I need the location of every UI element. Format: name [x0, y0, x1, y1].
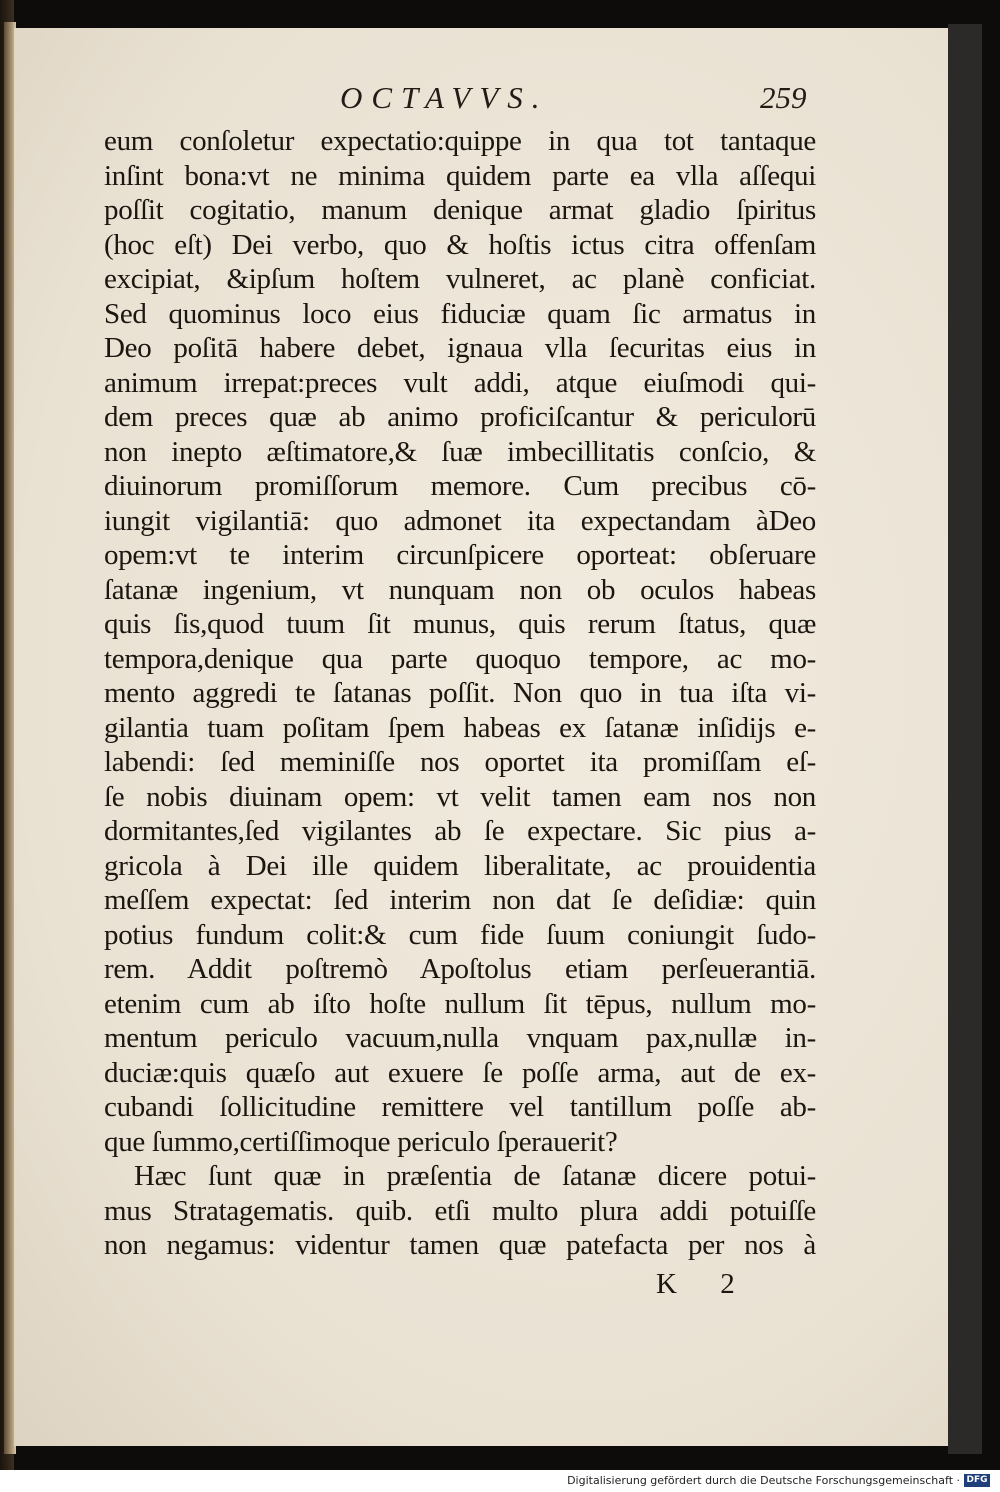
page-edge-right	[948, 24, 982, 1454]
text-line: opem:vt te interim circunſpicere oporteat: obſeruare	[104, 539, 816, 571]
text-line: iungit vigilantiā: quo admonet ita expectandam àDeo	[104, 504, 816, 537]
running-head-title: OCTAVVS.	[340, 80, 549, 115]
text-line: Deo poſitā habere debet, ignaua vlla ſecuritas eius in	[104, 332, 816, 364]
text-line: eum conſoletur expectatio:quippe in qua tot tantaque	[104, 125, 816, 157]
running-head	[0, 80, 948, 120]
signature-mark: K 2	[656, 1268, 753, 1300]
text-line: inſint bona:vt ne minima quidem parte ea vlla aſſequi	[104, 159, 816, 192]
text-line: ſatanæ ingenium, vt nunquam non ob oculos habeas	[104, 573, 816, 606]
funding-credit: Digitalisierung gefördert durch die Deutsche Forschungsgemeinschaft ·	[567, 1474, 960, 1487]
dfg-logo[interactable]: DFG	[964, 1474, 990, 1487]
text-line: meſſem expectat: ſed interim non dat ſe deſidiæ: quin	[104, 884, 816, 916]
text-line: dem preces quæ ab animo proficiſcantur & periculorū	[104, 401, 816, 433]
text-line: mentum periculo vacuum,nulla vnquam pax,nullæ in-	[104, 1022, 816, 1054]
text-line: (hoc eſt) Dei verbo, quo & hoſtis ictus citra offenſam	[104, 228, 816, 261]
text-line: que ſummo,certiſſimoque periculo ſperauerit?	[104, 1125, 618, 1158]
text-line: diuinorum promiſſorum memore. Cum precibus cō-	[104, 470, 816, 502]
text-line: mento aggredi te ſatanas poſſit. Non quo in tua iſta vi-	[104, 677, 816, 709]
paragraph-start-line: Hæc ſunt quæ in præſentia de ſatanæ dicere potui-	[134, 1160, 816, 1192]
text-line: dormitantes,ſed vigilantes ab ſe expectare. Sic pius a-	[104, 815, 816, 847]
text-line: mus Stratagematis. quib. etſi multo plura addi potuiſſe	[104, 1194, 816, 1227]
text-line: cubandi ſollicitudine remittere vel tantillum poſſe ab-	[104, 1091, 816, 1123]
text-line: gilantia tuam poſitam ſpem habeas ex ſatanæ inſidijs e-	[104, 711, 816, 744]
text-line: gricola à Dei ille quidem liberalitate, ac prouidentia	[104, 849, 816, 882]
text-line: labendi: ſed meminiſſe nos oportet ita promiſſam eſ-	[104, 746, 816, 778]
digitization-footer	[0, 1470, 1000, 1492]
text-line: excipiat, &ipſum hoſtem vulneret, ac planè conficiat.	[104, 263, 816, 295]
text-line: animum irrepat:preces vult addi, atque eiuſmodi qui-	[104, 366, 816, 399]
text-line: potius fundum colit:& cum fide ſuum coniungit ſudo-	[104, 918, 816, 951]
body-text	[104, 124, 816, 1263]
text-line: Sed quominus loco eius fiduciæ quam ſic armatus in	[104, 297, 816, 330]
text-line: poſſit cogitatio, manum denique armat gladio ſpiritus	[104, 194, 816, 226]
text-line: non inepto æſtimatore,& ſuæ imbecillitatis conſcio, &	[104, 435, 816, 468]
text-line: non negamus: videntur tamen quæ patefacta per nos à	[104, 1229, 816, 1261]
page-number: 259	[760, 80, 807, 115]
text-line: tempora,denique qua parte quoquo tempore, ac mo-	[104, 642, 816, 675]
text-line: quis ſis,quod tuum ſit munus, quis rerum ſtatus, quæ	[104, 608, 816, 640]
text-line: rem. Addit poſtremò Apoſtolus etiam perſeuerantiā.	[104, 953, 816, 985]
text-line: etenim cum ab iſto hoſte nullum ſit tēpus, nullum mo-	[104, 987, 816, 1020]
text-line: ſe nobis diuinam opem: vt velit tamen eam nos non	[104, 780, 816, 813]
text-line: duciæ:quis quæſo aut exuere ſe poſſe arma, aut de ex-	[104, 1056, 816, 1089]
